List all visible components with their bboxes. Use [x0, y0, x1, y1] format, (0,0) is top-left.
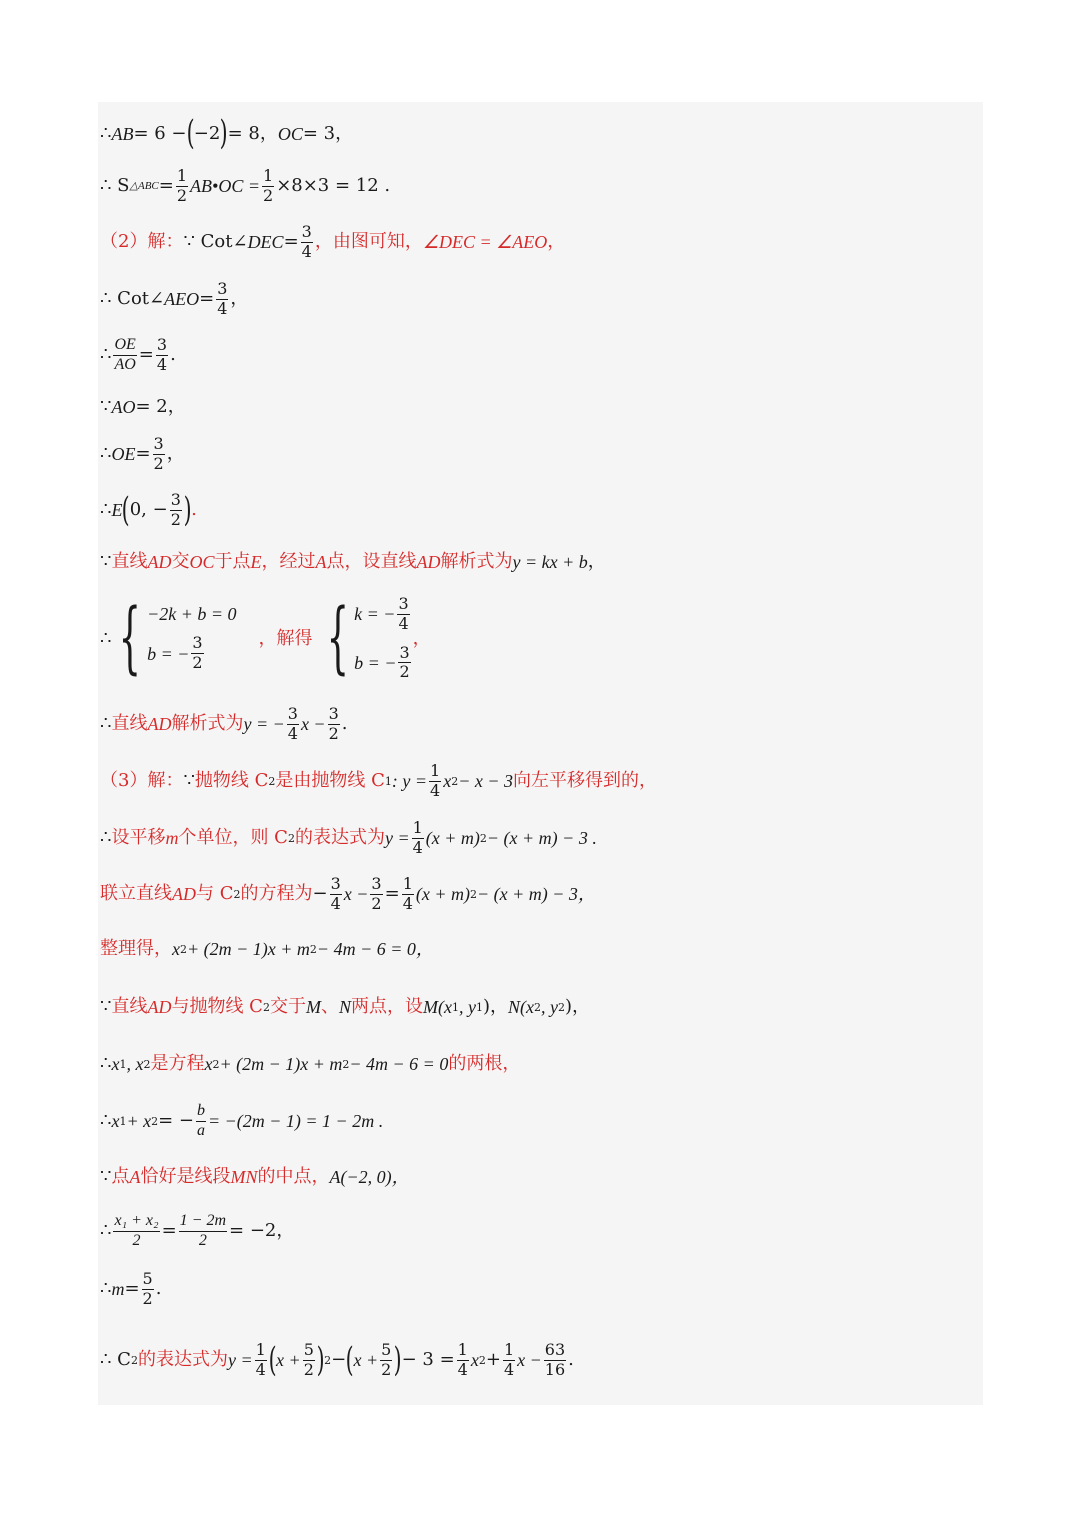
text: ∵	[183, 770, 195, 792]
text: 的表达式为	[294, 827, 385, 849]
line-midpoint	[100, 1168, 410, 1186]
text: ∴	[100, 1278, 112, 1300]
text: +	[485, 1349, 501, 1371]
text: x −	[517, 1350, 542, 1371]
fraction: $\frac{1}{4}$	[402, 874, 413, 913]
subscript: 2	[151, 1114, 159, 1128]
text: 的中点，	[257, 1166, 330, 1187]
text: =	[124, 1278, 140, 1300]
var: AD	[147, 552, 172, 572]
line-ad-equation	[100, 706, 348, 743]
superscript: 2	[451, 774, 459, 788]
fraction: $\frac{1}{2}$	[176, 166, 188, 205]
fraction: $\frac{3}{4}$	[287, 704, 298, 743]
line-point-e	[100, 489, 197, 530]
text: =	[384, 883, 400, 905]
fraction: $\frac{5}{2}$	[142, 1269, 153, 1308]
text: 是方程	[150, 1053, 205, 1074]
part-label: （3）解：	[100, 770, 184, 792]
line-mn-points	[100, 998, 590, 1016]
text: 两点，设	[350, 996, 423, 1017]
line-oe-ao	[100, 337, 176, 374]
fraction: $\frac{1}{4}$	[412, 818, 423, 857]
line-final: ∴ C 2 的表达式为 y = $\frac{1}{4}$ ( x + $\frac{5}{2}$ ) 2 − ( x + $\frac{5}{2}$ ) − 3 = $\frac{1}{4}$ x 2 + $\frac{1}{4}$ x − $\frac{63}{16}$ .	[100, 1339, 574, 1380]
text: 整理得，	[100, 938, 172, 959]
text: =	[161, 1220, 177, 1242]
text: 直线	[111, 713, 148, 735]
superscript: 2	[309, 942, 317, 956]
text: 的方程为	[240, 883, 313, 905]
text: A(−2, 0)，	[329, 1167, 410, 1187]
fraction: $\frac{b}{a}$	[196, 1102, 205, 1139]
text: ，解得	[258, 627, 313, 649]
text: M(x	[422, 997, 452, 1017]
text: − 4m − 6 = 0，	[316, 939, 434, 959]
text: 、	[320, 996, 339, 1017]
text: , y	[458, 997, 476, 1017]
text: ，	[547, 231, 566, 253]
text: =	[283, 231, 299, 253]
var: OC	[189, 552, 215, 572]
superscript: 2	[479, 831, 487, 845]
text: N(x	[507, 997, 534, 1017]
var: MN	[230, 1167, 258, 1187]
subscript: 1	[119, 1114, 127, 1128]
text: 的两根，	[448, 1053, 521, 1074]
superscript: 2	[470, 887, 478, 901]
line-midpoint-eq	[100, 1213, 294, 1250]
var-ab: AB	[111, 123, 134, 144]
subscript: 2	[143, 1057, 151, 1071]
text: = 2，	[135, 396, 186, 417]
line-combine	[100, 876, 596, 913]
fraction: $\frac{5}{2}$	[303, 1340, 314, 1379]
text: x	[111, 1054, 120, 1074]
text: 的表达式为	[137, 1349, 228, 1371]
paren: (	[186, 113, 195, 153]
system-row: k = − $\frac{3}{4}$	[354, 594, 409, 633]
text: 直线	[111, 551, 148, 572]
fraction: $\frac{3}{2}$	[371, 874, 382, 913]
var: AD	[147, 714, 172, 735]
text: .	[155, 1278, 162, 1300]
text: 设平移	[111, 827, 166, 849]
text: , y	[540, 997, 558, 1017]
var: M	[305, 997, 321, 1017]
fraction: $\frac{1}{4}$	[255, 1340, 266, 1379]
line-vieta	[100, 1103, 383, 1140]
equation-system: { −2k + b = 0 b = − $\frac{3}{2}$	[119, 593, 237, 684]
line-part2-start	[100, 224, 565, 261]
area-subscript: △ABC	[129, 179, 159, 192]
text: = 3，	[302, 122, 354, 144]
paren: )	[219, 113, 228, 153]
system-row: −2k + b = 0	[147, 604, 237, 625]
var: A	[315, 552, 327, 572]
superscript: 2	[342, 1057, 350, 1071]
text: y = −	[243, 714, 285, 735]
var: DEC	[247, 232, 284, 253]
text: = −(2m − 1) = 1 − 2m .	[207, 1111, 384, 1132]
subscript: 2	[130, 1353, 138, 1367]
text: 交	[171, 551, 190, 572]
subscript: 2	[533, 1000, 541, 1014]
fraction: $\frac{3}{4}$	[301, 222, 312, 261]
var: AD	[147, 997, 172, 1017]
var: AEO	[164, 289, 200, 310]
text: ∴	[100, 627, 112, 649]
text: )，	[482, 996, 508, 1017]
text: 恰好是线段	[140, 1166, 231, 1187]
var: AD	[172, 884, 196, 905]
text: x −	[300, 714, 326, 735]
var: m	[111, 1279, 125, 1300]
line-ab-oc	[100, 113, 354, 153]
text: − x − 3	[458, 771, 514, 792]
text: .	[341, 713, 348, 735]
subscript: 2	[557, 1000, 565, 1014]
text: ×8×3 = 12 .	[276, 175, 391, 197]
text: 直线	[111, 996, 148, 1017]
text: (x + m)	[415, 884, 471, 905]
text: −	[312, 883, 328, 905]
text: ∵	[100, 1166, 112, 1187]
text: )，	[564, 996, 591, 1017]
line-area	[100, 168, 390, 205]
fraction: $\frac{1}{4}$	[457, 1340, 468, 1379]
text: ∵	[100, 551, 112, 572]
text: − (x + m) − 3 .	[486, 828, 597, 849]
text: + (2m − 1)x + m	[219, 1054, 343, 1074]
line-system	[100, 593, 431, 684]
fraction: $\frac{5}{2}$	[381, 1340, 392, 1379]
text: = −	[158, 1110, 194, 1132]
text: 与 C	[196, 883, 234, 905]
fraction: $\frac{1 - 2m}{2}$	[179, 1212, 227, 1249]
text: (x + m)	[425, 828, 480, 849]
text: 向左平移得到的，	[513, 770, 658, 792]
text: x	[204, 1054, 213, 1074]
text: ，	[587, 551, 606, 572]
var-oc: OC	[277, 123, 303, 144]
text: ∵	[100, 996, 112, 1017]
therefore: ∴	[100, 122, 112, 144]
text: x	[443, 771, 452, 792]
text: : y =	[391, 771, 428, 792]
text: − 4m − 6 = 0	[349, 1054, 449, 1074]
text: 解析式为	[171, 713, 244, 735]
solution-system: { k = − $\frac{3}{4}$ b = − $\frac{3}{2}$	[319, 596, 413, 681]
line-simplify	[100, 940, 434, 958]
text: ∴	[100, 1053, 112, 1074]
fraction: $\frac{3}{2}$	[328, 704, 339, 743]
text: ∴	[100, 1220, 112, 1242]
subscript: 2	[287, 831, 295, 845]
text: 于点	[214, 551, 251, 572]
paren: )	[183, 489, 192, 530]
line-m-value	[100, 1271, 161, 1308]
line-part3-start	[100, 763, 657, 800]
text: 是由抛物线 C	[275, 770, 385, 792]
text: y =	[227, 1350, 253, 1371]
fraction: $\frac{3}{2}$	[153, 434, 164, 473]
fraction: $\frac{OE}{AO}$	[114, 336, 136, 373]
paren: )	[316, 1339, 325, 1380]
var: OE	[111, 444, 136, 465]
text: AB•OC =	[190, 176, 260, 197]
subscript: 2	[233, 887, 241, 901]
system-row: b = − $\frac{3}{2}$	[147, 633, 203, 673]
text: = 8，	[227, 122, 278, 144]
text: ，经过	[261, 551, 316, 572]
text: 联立直线	[100, 883, 172, 905]
fraction: $\frac{3}{2}$	[170, 490, 181, 529]
var: E	[111, 500, 123, 521]
text: ∠DEC = ∠AEO	[422, 232, 548, 253]
text: ∴	[100, 499, 112, 521]
fraction: $\frac{1}{4}$	[430, 761, 441, 800]
text: 解析式为	[440, 551, 513, 572]
text: ，	[166, 443, 185, 465]
part-label: （2）解：	[100, 231, 184, 253]
text: 个单位，则 C	[178, 827, 288, 849]
subscript: 2	[268, 774, 276, 788]
text: = −2，	[229, 1220, 295, 1242]
text: ∴	[100, 827, 112, 849]
text: 0, −	[129, 499, 168, 521]
fraction: $\frac{1}{4}$	[503, 1340, 515, 1379]
var: E	[250, 552, 262, 572]
text: ∴ Cot∠	[100, 288, 165, 310]
text: , x	[126, 1054, 144, 1074]
text: ∴	[100, 713, 112, 735]
fraction: $\frac{1}{2}$	[263, 166, 274, 205]
text: =	[158, 175, 174, 197]
text: ，	[412, 627, 431, 649]
text: ，由图可知，	[314, 231, 423, 253]
text: ∴	[100, 1110, 112, 1132]
fraction: $\frac{3}{4}$	[217, 279, 228, 318]
equation: y = kx + b	[512, 552, 588, 572]
text: − (x + m) − 3，	[477, 884, 596, 905]
subscript: 2	[262, 1000, 270, 1014]
subscript: 1	[119, 1057, 127, 1071]
text: ∴	[100, 443, 112, 465]
text: = 6 −	[133, 122, 187, 144]
text: 交于	[269, 996, 306, 1017]
subscript: 1	[475, 1000, 483, 1014]
fraction: $\frac{3}{4}$	[330, 874, 341, 913]
var: N	[338, 997, 351, 1017]
fraction: $\frac{\text{x₁ + x₂}}{2}$	[114, 1212, 159, 1249]
line-shift	[100, 820, 597, 857]
text: .	[191, 499, 197, 521]
line-roots	[100, 1055, 520, 1073]
text: −2	[193, 122, 221, 144]
text: ∵	[100, 396, 112, 417]
paren: (	[122, 489, 131, 530]
text: 点	[111, 1166, 130, 1187]
text: 与抛物线 C	[171, 996, 263, 1017]
var: AO	[111, 397, 136, 417]
text: + x	[126, 1111, 152, 1132]
text: x	[172, 939, 180, 959]
text: ∵ Cot∠	[183, 231, 248, 253]
text: =	[135, 443, 151, 465]
text: x −	[343, 884, 369, 905]
text: ，	[230, 288, 249, 310]
system-row: b = − $\frac{3}{2}$	[354, 642, 410, 682]
text: 抛物线 C	[194, 770, 269, 792]
line-ad-intersect	[100, 553, 606, 571]
text: .	[568, 1349, 574, 1371]
fraction: $\frac{63}{16}$	[544, 1340, 566, 1379]
line-ao	[100, 398, 186, 416]
var: A	[129, 1167, 141, 1187]
area-symbol: ∴ S	[100, 175, 130, 197]
superscript: 2	[212, 1057, 220, 1071]
text: .	[170, 344, 176, 366]
superscript: 2	[180, 942, 187, 956]
subscript: 1	[384, 774, 392, 788]
text: y =	[384, 828, 410, 849]
superscript: 2	[324, 1353, 332, 1367]
superscript: 2	[478, 1353, 486, 1367]
var: AD	[416, 552, 441, 572]
text: + (2m − 1)x + m	[187, 939, 310, 959]
text: ∴ C	[100, 1349, 131, 1371]
fraction: $\frac{3}{4}$	[156, 335, 168, 374]
text: x	[111, 1111, 120, 1132]
text: =	[199, 288, 215, 310]
text: =	[138, 344, 154, 366]
line-oe	[100, 436, 185, 473]
text: 点，设直线	[326, 551, 417, 572]
text: x	[470, 1350, 479, 1371]
subscript: 1	[451, 1000, 459, 1014]
var: m	[165, 828, 179, 849]
text: ∴	[100, 344, 112, 366]
line-cot-aeo	[100, 281, 248, 318]
